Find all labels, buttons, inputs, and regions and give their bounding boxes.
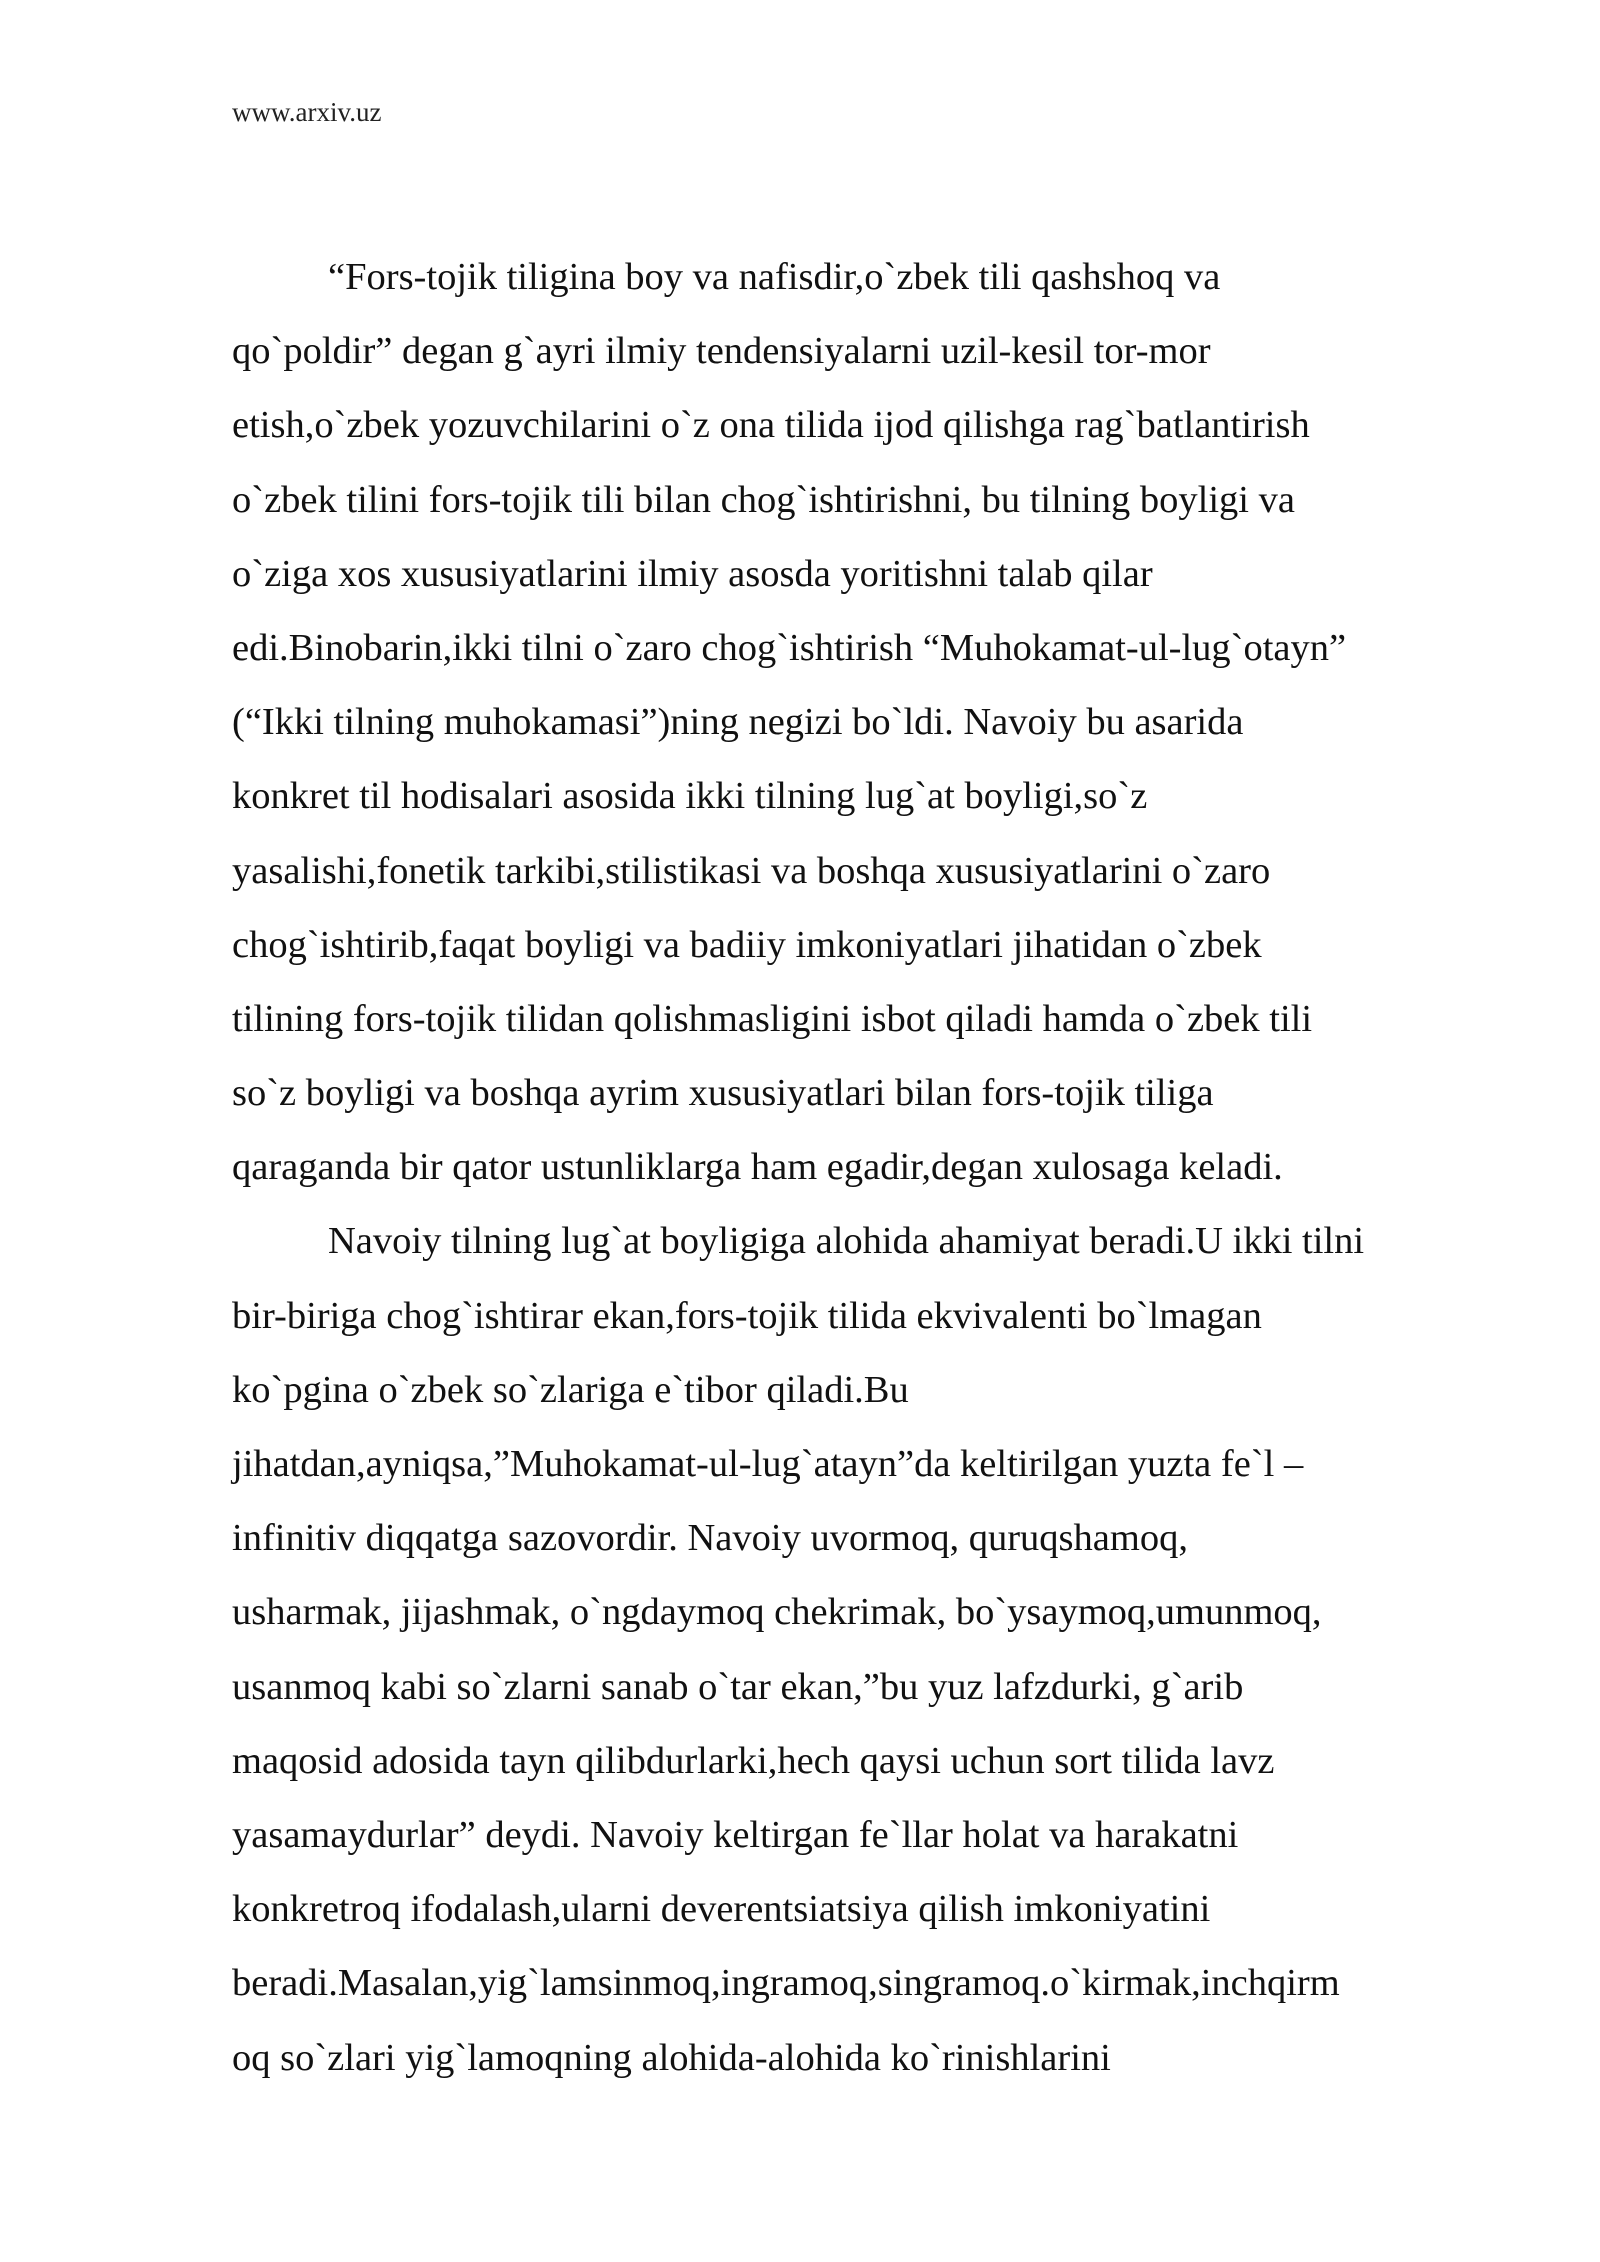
paragraph-2-line: usharmak, jijashmak, o`ngdaymoq chekrimak, bo`ysaymoq,umunmoq, [232, 1591, 1322, 1634]
paragraph-2-line: beradi.Masalan,yig`lamsinmoq,ingramoq,singramoq.o`kirmak,inchqirm [232, 1962, 1340, 2005]
paragraph-1-line: o`ziga xos xususiyatlarini ilmiy asosda yoritishni talab qilar [232, 552, 1153, 595]
paragraph-2-line: usanmoq kabi so`zlarni sanab o`tar ekan,”bu yuz lafzdurki, g`arib [232, 1665, 1244, 1708]
paragraph-1-line: qo`poldir” degan g`ayri ilmiy tendensiyalarni uzil-kesil tor-mor [232, 330, 1211, 373]
paragraph-1-line: tilining fors-tojik tilidan qolishmasligini isbot qiladi hamda o`zbek tili [232, 997, 1313, 1040]
paragraph-2-line: yasamaydurlar” deydi. Navoiy keltirgan fe`llar holat va harakatni [232, 1813, 1239, 1856]
paragraph-1-line: o`zbek tilini fors-tojik tili bilan chog`ishtirishni, bu tilning boyligi va [232, 478, 1295, 521]
paragraph-1-line: edi.Binobarin,ikki tilni o`zaro chog`ishtirish “Muhokamat-ul-lug`otayn” [232, 626, 1347, 669]
paragraph-1-line: qaraganda bir qator ustunliklarga ham egadir,degan xulosaga keladi. [232, 1146, 1283, 1189]
paragraph-2-line: Navoiy tilning lug`at boyligiga alohida ahamiyat beradi.U ikki tilni [328, 1220, 1365, 1263]
document-body [232, 240, 1492, 2095]
paragraph-1-line: so`z boyligi va boshqa ayrim xususiyatlari bilan fors-tojik tiliga [232, 1072, 1214, 1115]
page-header-site: www.arxiv.uz [232, 97, 382, 127]
paragraph-1-line: chog`ishtirib,faqat boyligi va badiiy imkoniyatlari jihatidan o`zbek [232, 923, 1262, 966]
paragraph-2-line: maqosid adosida tayn qilibdurlarki,hech qaysi uchun sort tilida lavz [232, 1739, 1275, 1782]
paragraph-1-line: (“Ikki tilning muhokamasi”)ning negizi bo`ldi. Navoiy bu asarida [232, 701, 1244, 744]
paragraph-1-line: etish,o`zbek yozuvchilarini o`z ona tilida ijod qilishga rag`batlantirish [232, 404, 1310, 447]
paragraph-1-line: yasalishi,fonetik tarkibi,stilistikasi va boshqa xususiyatlarini o`zaro [232, 849, 1271, 892]
paragraph-2-line: ko`pgina o`zbek so`zlariga e`tibor qiladi.Bu [232, 1368, 909, 1411]
paragraph-2-line: oq so`zlari yig`lamoqning alohida-alohida ko`rinishlarini [232, 2036, 1111, 2079]
paragraph-2-line: bir-biriga chog`ishtirar ekan,fors-tojik tilida ekvivalenti bo`lmagan [232, 1294, 1262, 1337]
paragraph-1-line: “Fors-tojik tiligina boy va nafisdir,o`zbek tili qashshoq va [328, 256, 1221, 298]
paragraph-2-line: infinitiv diqqatga sazovordir. Navoiy uvormoq, quruqshamoq, [232, 1517, 1188, 1560]
paragraph-2-line: konkretroq ifodalash,ularni deverentsiatsiya qilish imkoniyatini [232, 1888, 1211, 1931]
paragraph-1-line: konkret til hodisalari asosida ikki tilning lug`at boyligi,so`z [232, 775, 1148, 818]
paragraph-2-line: jihatdan,ayniqsa,”Muhokamat-ul-lug`atayn”da keltirilgan yuzta fe`l – [232, 1443, 1304, 1485]
